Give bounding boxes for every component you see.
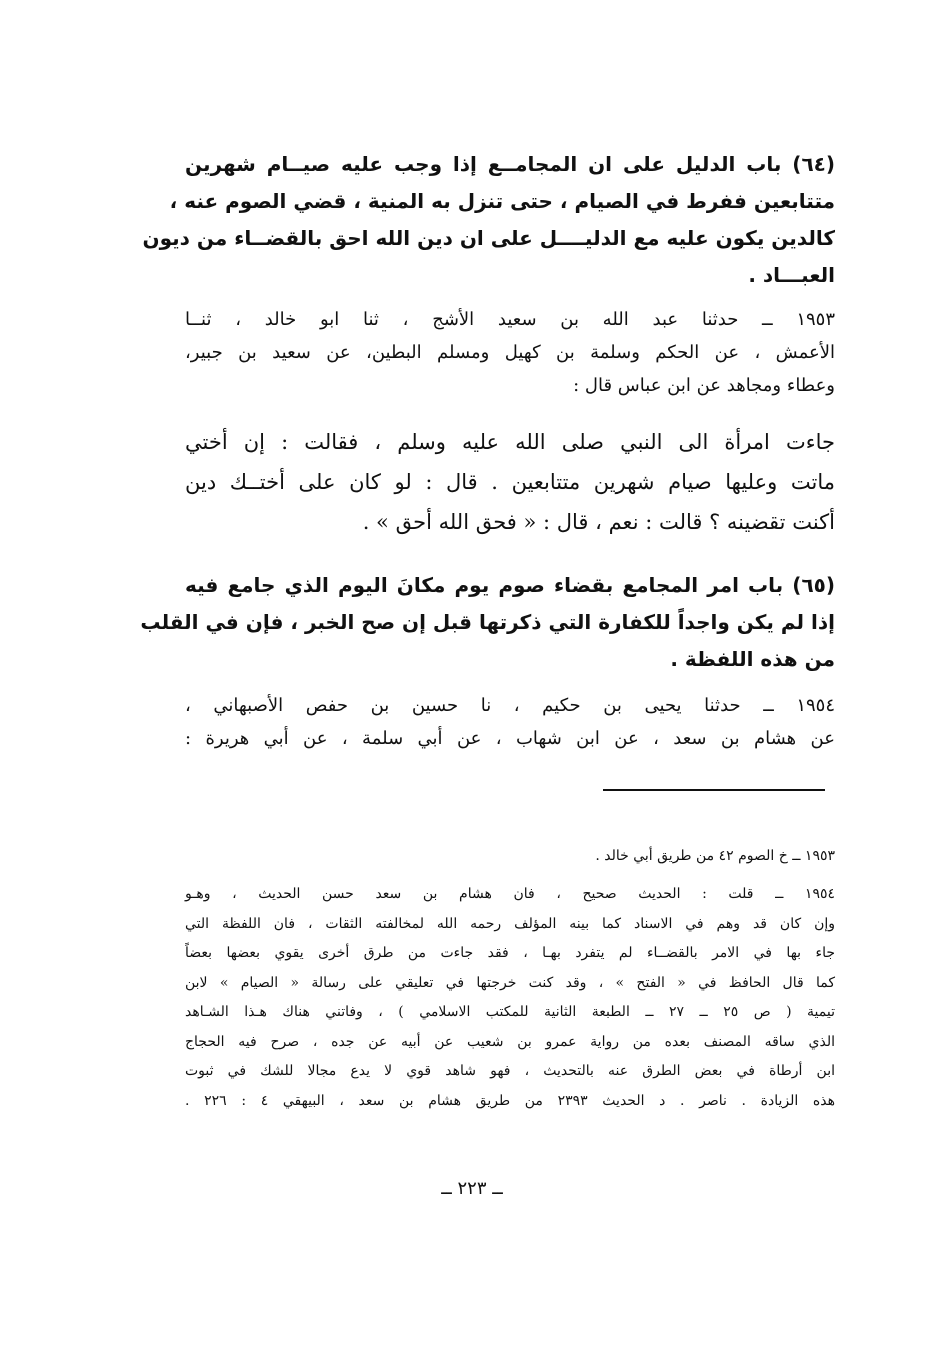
footnote-line: ابن أرطاة في بعض الطرق عنه بالتحديث ، فهو شاهد قوي لا يدع مجالا للشك في ثبوت: [185, 1063, 835, 1079]
matn-line: ماتت وعليها صيام شهرين متتابعين . قال : لو كان على أختــك دين: [185, 470, 835, 494]
footnote-1954: [185, 880, 835, 1116]
heading-line: كالدين يكون عليه مع الدليــــل على ان دين الله احق بالقضــاء من ديون: [142, 226, 835, 250]
chapter-heading-64: [142, 146, 835, 294]
footnote-line: كما قال الحافظ في « الفتح » ، وقد كنت خرجتها في تعليقي على رسالة « الصيام » لابن: [185, 974, 835, 991]
heading-line: (٦٥) باب امر المجامع بقضاء صوم يوم مكانَ اليوم الذي جامع فيه: [185, 573, 835, 597]
hadith-1953-isnad: [185, 303, 835, 402]
heading-line: (٦٤) باب الدليل على ان المجامــع إذا وجب عليه صيــام شهرين: [185, 152, 835, 176]
footnote-line: وإن كان قد وهم في الاسناد كما بينه المؤلف رحمه الله لمخالفته الثقات ، فان اللفظة التي: [185, 915, 835, 932]
heading-line: من هذه اللفظة .: [670, 647, 835, 671]
heading-line: العبـــاد .: [748, 263, 835, 287]
isnad-line: ١٩٥٤ ــ حدثنا يحيى بن حكيم ، نا حسين بن حفص الأصبهاني ،: [185, 695, 835, 716]
isnad-line: ١٩٥٣ ــ حدثنا عبد الله بن سعيد الأشج ، ثنا ابو خالد ، ثنــا: [185, 309, 835, 330]
footnote-line: تيمية ( ص ٢٥ ــ ٢٧ ــ الطبعة الثانية للمكتب الاسلامي ) ، وفاتني هناك هـذا الشـاهد: [185, 1004, 836, 1020]
matn-line: أكنت تقضينه ؟ قالت : نعم ، قال : « فحق الله أحق » .: [362, 510, 835, 534]
isnad-line: وعطاء ومجاهد عن ابن عباس قال :: [573, 375, 835, 396]
heading-line: متتابعين ففرط في الصيام ، حتى تنزل به المنية ، قضي الصوم عنه ،: [169, 189, 835, 213]
page-number: ــ ٢٢٣ ــ: [441, 1178, 503, 1199]
isnad-line: الأعمش ، عن الحكم وسلمة بن كهيل ومسلم البطين، عن سعيد بن جبير،: [185, 342, 835, 363]
isnad-line: عن هشام بن سعد ، عن ابن شهاب ، عن أبي سلمة ، عن أبي هريرة :: [185, 728, 835, 749]
hadith-1954-isnad: [185, 689, 835, 755]
footnote-line: هذه الزيادة . ناصر . د الحديث ٢٣٩٣ من طريق هشام بن سعد ، البيهقي ٤ : ٢٢٦ .: [185, 1092, 835, 1109]
chapter-heading-65: [140, 567, 835, 678]
footnote-1953: [185, 842, 835, 872]
footnote-separator: [603, 789, 825, 791]
footnote-line: جاء بها في الامر بالقضــاء لم يتفرد بهـا ، فقد جاءت من طرق أخرى يقوي بعضها بعضاً: [185, 945, 835, 961]
footnote-line: الذي ساقه المصنف بعده من رواية عمرو بن شعيب عن أبيه عن جده ، صرح فيه الحجاج: [185, 1033, 835, 1050]
footnote-line: ١٩٥٤ ــ قلت : الحديث صحيح ، فان هشام بن سعد حسن الحديث ، وهـو: [185, 886, 835, 902]
footnote-line: ١٩٥٣ ــ خ الصوم ٤٢ من طريق أبي خالد .: [595, 848, 835, 864]
hadith-1953-matn: [185, 422, 835, 542]
matn-line: جاءت امرأة الى النبي صلى الله عليه وسلم ، فقالت : إن أختي: [185, 430, 835, 454]
heading-line: إذا لم يكن واجداً للكفارة التي ذكرتها قبل إن صح الخبر ، فإن في القلب: [140, 610, 835, 634]
